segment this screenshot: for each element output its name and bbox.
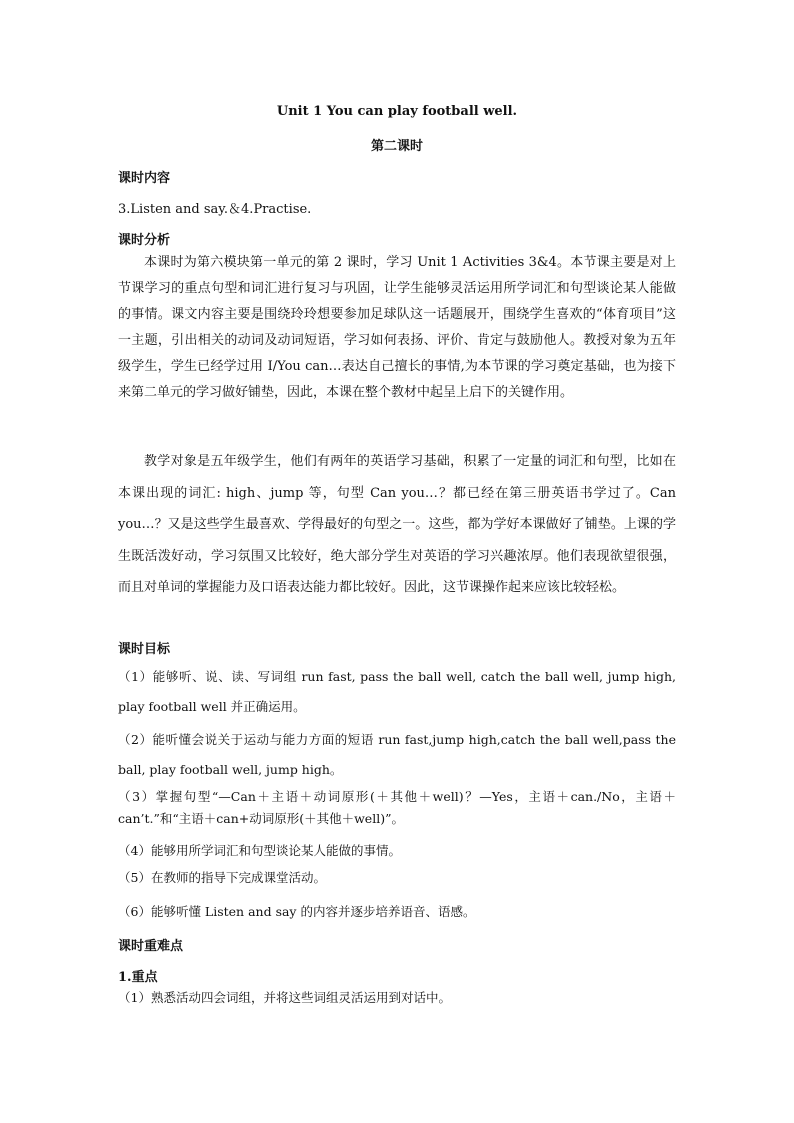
goals-heading: 课时目标 (118, 642, 171, 657)
goal-item-3: （3）掌握句型“—Can＋主语＋动词原形(＋其他＋well)？—Yes，主语＋can./No，主语＋can’t.”和“主语＋can+动词原形(＋其他＋well)”。 (118, 789, 676, 826)
goal-item-6: （6）能够听懂 Listen and say 的内容并逐步培养语音、语感。 (118, 904, 476, 919)
document-title: Unit 1 You can play football well. (276, 104, 518, 119)
analysis-paragraph-2: 教学对象是五年级学生，他们有两年的英语学习基础，积累了一定量的词汇和句型，比如在本课出现的词汇: high、jump 等，句型 Can you…？都已经在第三册英语书学过了。Can you…？又是这些学生最喜欢、学得最好的句型之一。这些，都为学好本课做好了铺垫。上课的学生既活泼好动，学习氛围又比较好，绝大部分学生对英语的学习兴趣浓厚。他们表现欲望很强，而且对单词的掌握能力及口语表达能力都比较好。因此，这节课操作起来应该比较轻松。 (118, 454, 676, 595)
goal-item-1: （1）能够听、说、读、写词组 run fast, pass the ball well, catch the ball well, jump high, play football well 并正确运用。 (118, 669, 676, 714)
analysis-paragraph-1: 本课时为第六模块第一单元的第 2 课时，学习 Unit 1 Activities 3&4。本节课主要是对上节课学习的重点句型和词汇进行复习与巩固，让学生能够灵活运用所学词汇和句型谈论某人能做的事情。课文内容主要是围绕玲玲想要参加足球队这一话题展开，围绕学生喜欢的“体育项目”这一主题，引出相关的动词及动词短语，学习如何表扬、评价、肯定与鼓励他人。教授对象为五年级学生，学生已经学过用 I/You can…表达自己擅长的事情,为本节课的学习奠定基础，也为接下来第二单元的学习做好铺垫，因此，本课在整个教材中起呈上启下的关键作用。 (118, 255, 676, 400)
difficulty-heading: 课时重难点 (118, 939, 184, 954)
goal-item-5: （5）在教师的指导下完成课堂活动。 (118, 870, 326, 885)
key-point-item-1: （1）熟悉活动四会词组，并将这些词组灵活运用到对话中。 (118, 990, 451, 1005)
goal-item-4: （4）能够用所学词汇和句型谈论某人能做的事情。 (118, 843, 401, 858)
content-heading: 课时内容 (118, 171, 171, 186)
goal-item-2: （2）能听懂会说关于运动与能力方面的短语 run fast,jump high,catch the ball well,pass the ball, play football well, jump high。 (118, 732, 676, 777)
content-text: 3.Listen and say.＆4.Practise. (118, 202, 312, 217)
analysis-heading: 课时分析 (118, 233, 171, 248)
key-points-heading: 1.重点 (118, 970, 158, 985)
lesson-subtitle: 第二课时 (370, 139, 423, 154)
